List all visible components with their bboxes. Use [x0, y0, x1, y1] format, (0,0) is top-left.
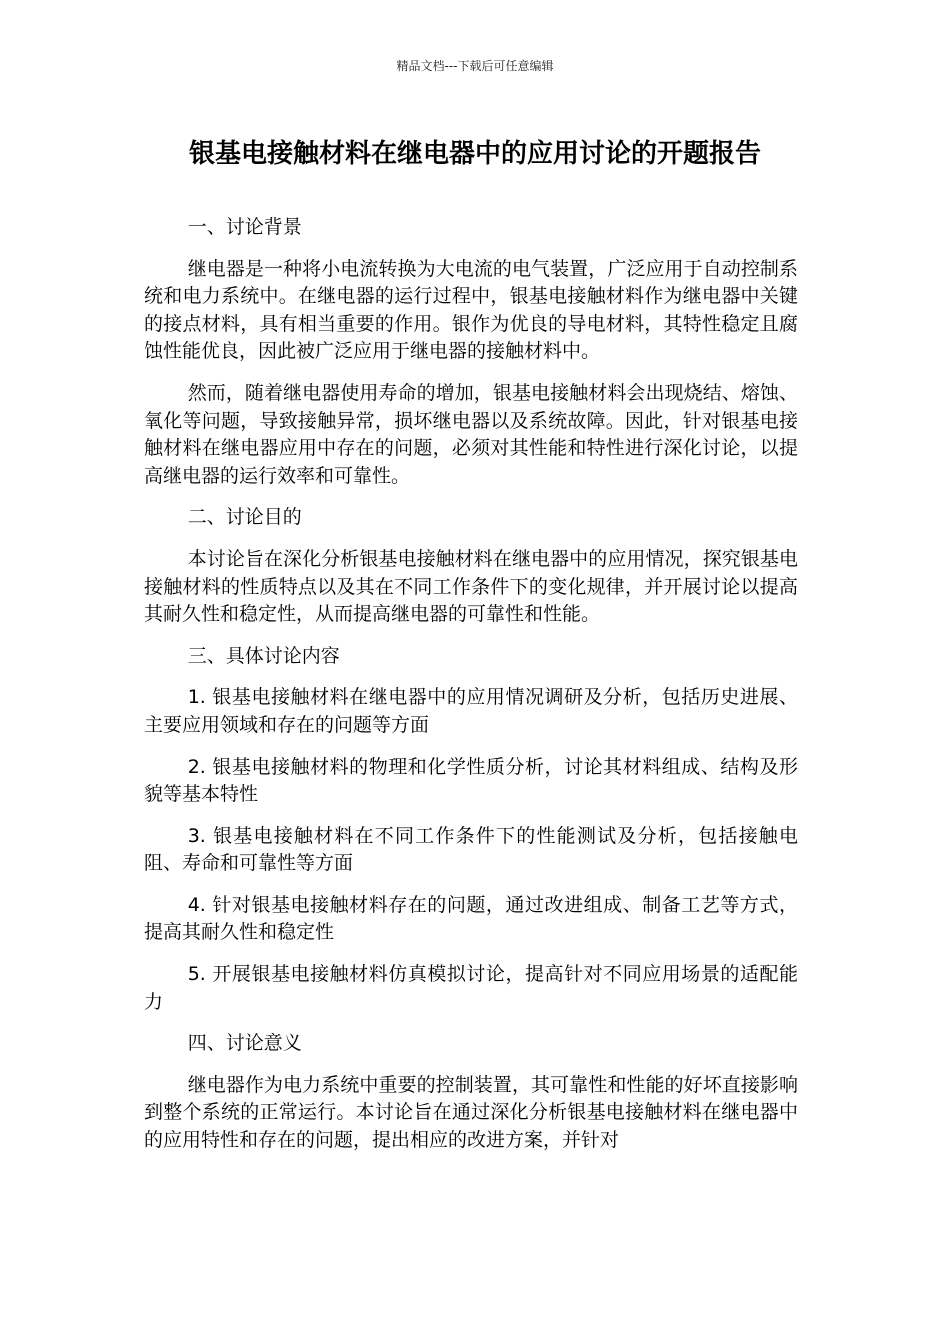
content-item-3: 3. 银基电接触材料在不同工作条件下的性能测试及分析，包括接触电阻、寿命和可靠性等方面: [144, 824, 798, 875]
section-heading-background: 一、讨论背景: [187, 216, 302, 238]
background-paragraph-1: 继电器是一种将小电流转换为大电流的电气装置，广泛应用于自动控制系统和电力系统中。在继电器的运行过程中，银基电接触材料作为继电器中关键的接点材料，具有相当重要的作用。银作为优良的导电材料，其特性稳定且腐蚀性能优良，因此被广泛应用于继电器的接触材料中。: [144, 257, 798, 363]
document-body: [144, 214, 798, 1169]
content-item-2: 2. 银基电接触材料的物理和化学性质分析，讨论其材料组成、结构及形貌等基本特性: [144, 755, 798, 806]
section-heading-content: 三、具体讨论内容: [187, 644, 340, 667]
page-header: 精品文档---下载后可任意编辑: [396, 59, 554, 73]
content-item-1: 1. 银基电接触材料在继电器中的应用情况调研及分析，包括历史进展、主要应用领域和存在的问题等方面: [144, 686, 798, 736]
background-paragraph-2: 然而，随着继电器使用寿命的增加，银基电接触材料会出现烧结、熔蚀、氧化等问题，导致接触异常，损坏继电器以及系统故障。因此，针对银基电接触材料在继电器应用中存在的问题，必须对其性能和特性进行深化讨论，以提高继电器的运行效率和可靠性。: [144, 381, 798, 487]
content-item-4: 4. 针对银基电接触材料存在的问题，通过改进组成、制备工艺等方式，提高其耐久性和稳定性: [144, 893, 798, 944]
significance-paragraph: 继电器作为电力系统中重要的控制装置，其可靠性和性能的好坏直接影响到整个系统的正常运行。本讨论旨在通过深化分析银基电接触材料在继电器中的应用特性和存在的问题，提出相应的改进方案，并针对: [144, 1073, 798, 1152]
purpose-paragraph: 本讨论旨在深化分析银基电接触材料在继电器中的应用情况，探究银基电接触材料的性质特点以及其在不同工作条件下的变化规律，并开展讨论以提高其耐久性和稳定性，从而提高继电器的可靠性和性能。: [144, 547, 798, 626]
document-title: 银基电接触材料在继电器中的应用讨论的开题报告: [188, 139, 761, 169]
content-item-5: 5. 开展银基电接触材料仿真模拟讨论，提高针对不同应用场景的适配能力: [144, 963, 798, 1013]
section-heading-purpose: 二、讨论目的: [187, 506, 302, 529]
section-heading-significance: 四、讨论意义: [187, 1032, 302, 1055]
